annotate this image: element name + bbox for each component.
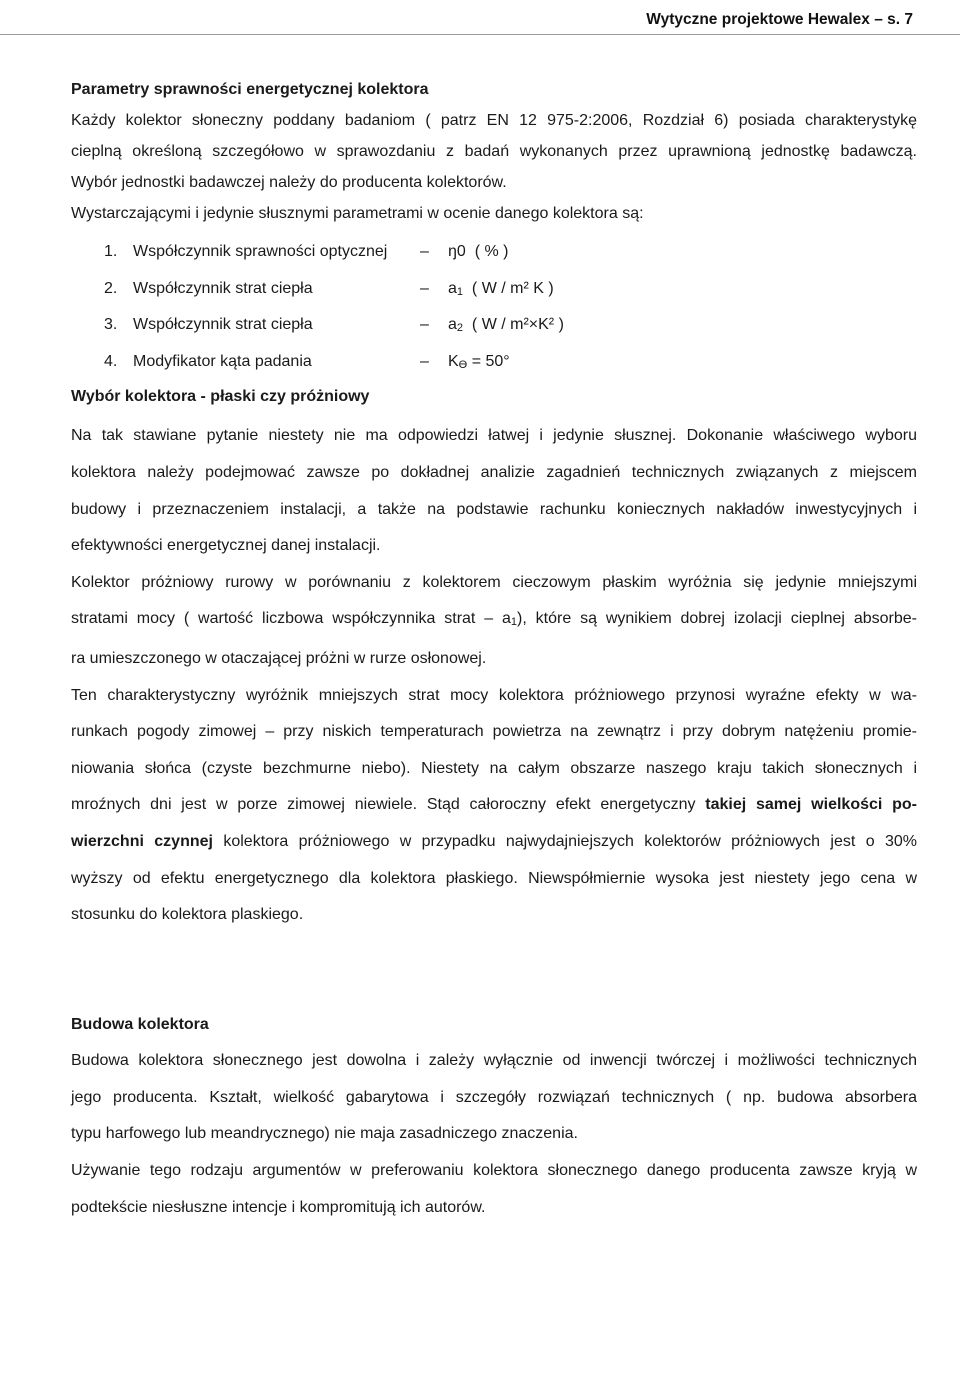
parameter-subscript: 2 xyxy=(456,322,464,335)
parameter-dash: – xyxy=(420,243,429,260)
parameter-symbol: K xyxy=(448,352,459,370)
text-line: budowy i przeznaczeniem instalacji, a także na podstawie rachunku koniecznych nakładów inwestycyjnych i xyxy=(71,500,917,518)
parameter-value xyxy=(448,344,510,381)
parameter-label: Modyfikator kąta padania xyxy=(133,352,312,370)
parameter-number: 1. xyxy=(104,243,118,260)
parameter-unit: ( W / m²×K² ) xyxy=(471,316,564,334)
parameter-subscript: ϴ xyxy=(458,358,468,371)
text-fragment: kolektora próżniowego w przypadku najwydajniejszych kolektorów próżniowych jest o 30% xyxy=(212,832,917,850)
header-text: Wytyczne projektowe Hewalex – s. 7 xyxy=(646,11,913,28)
parameter-value xyxy=(448,307,564,344)
section-title-construction: Budowa kolektora xyxy=(71,1015,209,1033)
text-line: wyższy od efektu energetycznego dla kolektora płaskiego. Niewspółmiernie wysoka jest niestety jego cena w xyxy=(71,869,917,887)
text-line: Każdy kolektor słoneczny poddany badaniom ( patrz EN 12 975-2:2006, Rozdział 6) posiada charakterystykę xyxy=(71,112,917,129)
text-line: Wystarczającymi i jedynie słusznymi parametrami w ocenie danego kolektora są: xyxy=(71,205,644,222)
parameter-item xyxy=(71,234,917,271)
text-line: efektywności energetycznej danej instalacji. xyxy=(71,537,381,555)
parameter-label: Współczynnik strat ciepła xyxy=(133,316,313,334)
parameter-number: 2. xyxy=(104,279,118,297)
section-title-efficiency: Parametry sprawności energetycznej kolektora xyxy=(71,81,429,98)
text-line: Ten charakterystyczny wyróżnik mniejszych strat mocy kolektora próżniowego przynosi wyraźne efekty w wa- xyxy=(71,686,917,704)
text-line: typu harfowego lub meandrycznego) nie maja zasadniczego znaczenia. xyxy=(71,1125,578,1143)
parameter-item xyxy=(71,271,917,308)
text-fragment: stratami mocy ( wartość liczbowa współczynnika strat – a xyxy=(71,610,511,628)
section2-body xyxy=(71,418,917,933)
parameter-number: 4. xyxy=(104,352,118,370)
bold-fragment: takiej samej wielkości po- xyxy=(705,796,918,814)
text-line: stosunku do kolektora plaskiego. xyxy=(71,906,304,924)
page-header xyxy=(0,8,960,35)
parameter-symbol: a xyxy=(448,279,457,297)
parameter-symbol: ŋ0 xyxy=(448,243,466,260)
text-line: runkach pogody zimowej – przy niskich temperaturach powietrza na zewnątrz i przy dobrym natężeniu promie- xyxy=(71,723,917,741)
parameter-subscript: 1 xyxy=(456,285,464,298)
text-fragment: ), które są wynikiem dobrej izolacji cieplnej absorbe- xyxy=(517,610,917,628)
text-line: Na tak stawiane pytanie niestety nie ma odpowiedzi łatwej i jedynie słusznej. Dokonanie właściwego wyboru xyxy=(71,427,917,445)
text-line xyxy=(71,601,917,641)
parameter-symbol: a xyxy=(448,316,457,334)
parameter-label: Współczynnik strat ciepła xyxy=(133,279,313,297)
text-line: Kolektor próżniowy rurowy w porównaniu z kolektorem cieczowym płaskim wyróżnia się jedynie mniejszymi xyxy=(71,573,917,591)
parameter-item xyxy=(71,344,917,381)
text-line: Wybór jednostki badawczej należy do producenta kolektorów. xyxy=(71,174,507,191)
parameter-list xyxy=(71,234,917,380)
parameter-unit: ( W / m² K ) xyxy=(471,279,554,297)
parameter-value xyxy=(448,234,508,271)
parameter-dash: – xyxy=(420,352,429,370)
text-line: Używanie tego rodzaju argumentów w preferowaniu kolektora słonecznego danego producenta zawsze kryją w xyxy=(71,1162,917,1180)
text-line: jego producenta. Kształt, wielkość gabarytowa i szczegóły rozwiązań technicznych ( np. budowa absorbera xyxy=(71,1088,917,1106)
text-line: kolektora należy podejmować zawsze po dokładnej analizie zagadnień technicznych związanych z miejscem xyxy=(71,463,917,481)
section3-body xyxy=(71,1043,917,1226)
text-line: niowania słońca (czyste bezchmurne niebo). Niestety na całym obszarze naszego kraju takich słonecznych i xyxy=(71,759,917,777)
parameter-label: Współczynnik sprawności optycznej xyxy=(133,243,388,260)
page-content xyxy=(71,74,917,1226)
text-line: Budowa kolektora słonecznego jest dowolna i zależy wyłącznie od inwencji twórczej i możliwości technicznych xyxy=(71,1052,917,1070)
parameter-item xyxy=(71,307,917,344)
parameter-dash: – xyxy=(420,316,429,334)
text-line xyxy=(71,787,917,824)
text-line: podtekście niesłuszne intencje i kompromitują ich autorów. xyxy=(71,1198,486,1216)
bold-fragment: wierzchni czynnej xyxy=(71,832,213,850)
text-line: ra umieszczonego w otaczającej próżni w rurze osłonowej. xyxy=(71,649,487,667)
parameter-unit: = 50° xyxy=(471,352,510,370)
parameter-unit: ( % ) xyxy=(474,243,509,260)
text-line: cieplną określoną szczegółowo w sprawozdaniu z badań wykonanych przez uprawnioną jednostkę badawczą. xyxy=(71,143,917,160)
subscript: 1 xyxy=(510,616,518,629)
text-line xyxy=(71,824,917,861)
text-fragment: mroźnych dni jest w porze zimowej niewiele. Stąd całoroczny efekt energetyczny xyxy=(71,796,706,814)
parameter-dash: – xyxy=(420,279,429,297)
section-title-flat-vs-vacuum: Wybór kolektora - płaski czy próżniowy xyxy=(71,388,370,406)
parameter-value xyxy=(448,271,554,308)
parameter-number: 3. xyxy=(104,316,118,334)
